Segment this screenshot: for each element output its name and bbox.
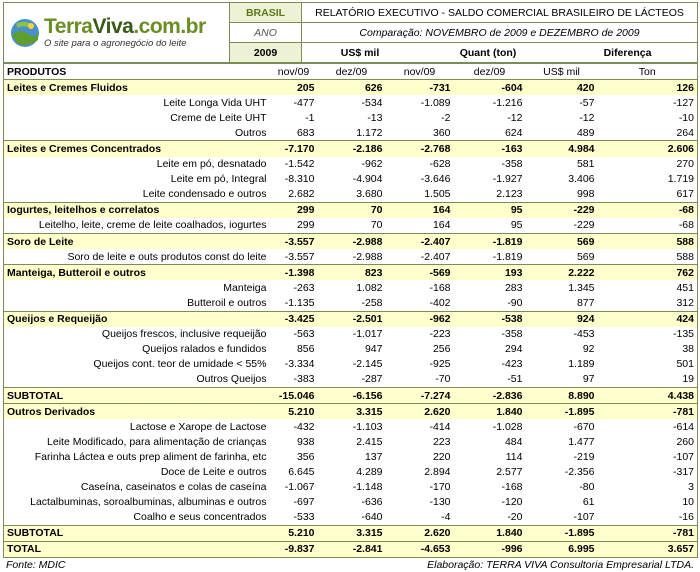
cell-value: -223 (429, 328, 451, 341)
row-label: Leites e Cremes Concentrados (4, 141, 270, 157)
table-row (4, 110, 698, 125)
table-row (4, 157, 698, 172)
cell-value: -3.334 (284, 358, 315, 371)
cell-value: -287 (361, 373, 383, 386)
cell-value: 3 (688, 481, 694, 494)
cell-value: -107 (672, 450, 694, 463)
cell-value: -1.398 (270, 265, 318, 281)
cell-value: 1.082 (356, 281, 383, 294)
cell-value: 137 (364, 450, 383, 463)
cell-value: -962 (361, 158, 383, 171)
group-usd: US$ mil (340, 46, 380, 59)
row-label: Outros Queijos (196, 373, 267, 386)
cell-value: -1.927 (492, 173, 523, 186)
cell-value: -383 (293, 373, 315, 386)
cell-value: 420 (526, 80, 598, 96)
cell-value: 294 (504, 343, 523, 356)
cell-value: 10 (682, 496, 694, 509)
row-label: TOTAL (4, 541, 270, 557)
cell-value: -423 (501, 358, 523, 371)
cell-value: 70 (370, 219, 383, 232)
row-label: Farinha Láctea e outs prep aliment de farinha, etc (34, 450, 267, 463)
table-row (4, 357, 698, 372)
cell-value: -2.768 (386, 141, 454, 157)
row-label: Lactalbuminas, soroalbuminas, albuminas e outros (30, 496, 267, 509)
table-row (4, 342, 698, 357)
table-row (4, 510, 698, 526)
cell-value: 484 (504, 435, 523, 448)
column-header-produtos: PRODUTOS (4, 64, 270, 80)
cell-value: -614 (672, 420, 694, 433)
row-label: Manteiga (223, 281, 267, 294)
cell-value: 1.345 (568, 281, 595, 294)
cell-value: -4 (441, 511, 451, 524)
cell-value: 924 (526, 311, 598, 327)
cell-value: -432 (293, 420, 315, 433)
table-row (4, 187, 698, 203)
cell-value: 3.315 (318, 404, 386, 420)
data-table (3, 63, 698, 558)
cell-value: -15.046 (270, 387, 318, 403)
cell-value: 3.406 (568, 173, 595, 186)
footer (3, 558, 697, 572)
cell-value: -7.274 (386, 387, 454, 403)
table-row (4, 480, 698, 495)
cell-value: 2.620 (386, 404, 454, 420)
cell-value: 1.505 (424, 188, 451, 201)
cell-value: -697 (293, 496, 315, 509)
cell-value: 8.890 (526, 387, 598, 403)
cell-value: -604 (454, 80, 526, 96)
cell-value: 70 (318, 202, 386, 218)
row-label: Queijos e Requeijão (4, 311, 270, 327)
cell-value: -453 (573, 328, 595, 341)
cell-value: 356 (296, 450, 315, 463)
cell-value: -51 (507, 373, 523, 386)
cell-value: -1.216 (492, 96, 523, 109)
cell-value: -1.103 (352, 420, 383, 433)
cell-value: 205 (270, 80, 318, 96)
cell-value: -962 (386, 311, 454, 327)
cell-value: 360 (432, 126, 451, 139)
cell-value: -90 (507, 296, 523, 309)
cell-value: 114 (505, 450, 523, 463)
cell-value: -263 (293, 281, 315, 294)
table-row (4, 249, 698, 265)
row-label: Leites e Cremes Fluidos (4, 80, 270, 96)
cell-value: -229 (573, 219, 595, 232)
cell-value: 126 (598, 80, 698, 96)
cell-value: 61 (582, 496, 595, 509)
cell-value: 283 (504, 281, 523, 294)
year-label: ANO (230, 23, 302, 43)
cell-value: -1.135 (284, 296, 315, 309)
row-label: Coalho e seus concentrados (133, 511, 267, 524)
cell-value: 193 (454, 265, 526, 281)
cell-value: -2.186 (318, 141, 386, 157)
cell-value: -1 (305, 111, 315, 124)
cell-value: -130 (429, 496, 451, 509)
cell-value: -168 (501, 481, 523, 494)
cell-value: 223 (432, 435, 451, 448)
cell-value: 19 (682, 373, 694, 386)
cell-value: -170 (429, 481, 451, 494)
category-row (4, 141, 698, 157)
cell-value: 1.840 (454, 525, 526, 541)
column-header: dez/09 (454, 64, 526, 80)
group-quant: Quant (ton) (459, 46, 517, 59)
cell-value: -640 (361, 511, 383, 524)
cell-value: -7.170 (270, 141, 318, 157)
cell-value: -533 (293, 511, 315, 524)
column-header: US$ mil (526, 64, 598, 80)
row-label: Leite condensado e outros (142, 188, 267, 201)
cell-value: 95 (510, 219, 523, 232)
row-label: Caseína, caseinatos e colas de caseína (80, 481, 267, 494)
table-row (4, 327, 698, 342)
row-label: Butteroil e outros (187, 296, 267, 309)
report-header (3, 2, 698, 63)
cell-value: -107 (573, 511, 595, 524)
cell-value: 424 (598, 311, 698, 327)
cell-value: -70 (435, 373, 451, 386)
cell-value: 92 (582, 343, 595, 356)
subtotal-row (4, 387, 698, 403)
footer-credit: Elaboração: TERRA VIVA Consultoria Empresarial LTDA. (427, 559, 694, 571)
cell-value: 2.577 (496, 465, 523, 478)
row-label: Soro de Leite (4, 234, 270, 250)
table-row (4, 434, 698, 449)
cell-value: 1.189 (568, 358, 595, 371)
cell-value: 2.682 (288, 188, 315, 201)
cell-value: 588 (598, 234, 698, 250)
cell-value: -127 (672, 96, 694, 109)
cell-value: -4.653 (386, 541, 454, 557)
cell-value: 823 (318, 265, 386, 281)
cell-value: -996 (454, 541, 526, 557)
cell-value: -538 (454, 311, 526, 327)
category-row (4, 202, 698, 218)
column-header: nov/09 (270, 64, 318, 80)
year-value: 2009 (230, 43, 302, 63)
comparison-text: Comparação: NOVEMBRO de 2009 e DEZEMBRO de 2009 (302, 23, 698, 43)
cell-value: -10 (678, 111, 694, 124)
logo-name-c: .com.br (133, 15, 206, 38)
cell-value: -2.356 (564, 465, 595, 478)
cell-value: 260 (676, 435, 694, 448)
column-header-row (4, 64, 698, 80)
logo (4, 3, 230, 63)
row-label: SUBTOTAL (4, 525, 270, 541)
row-label: Leite em pó, Integral (170, 173, 267, 186)
cell-value: -16 (678, 511, 694, 524)
row-label: Queijos frescos, inclusive requeijão (101, 328, 267, 341)
table-row (4, 125, 698, 141)
table-row (4, 95, 698, 110)
cell-value: -258 (361, 296, 383, 309)
cell-value: -358 (501, 158, 523, 171)
cell-value: -3.646 (420, 173, 451, 186)
cell-value: -3.425 (270, 311, 318, 327)
cell-value: -402 (429, 296, 451, 309)
table-row (4, 218, 698, 234)
cell-value: 3.315 (318, 525, 386, 541)
table-row (4, 280, 698, 295)
cell-value: -731 (386, 80, 454, 96)
cell-value: -2.988 (318, 234, 386, 250)
cell-value: -628 (429, 158, 451, 171)
cell-value: -3.557 (284, 250, 315, 263)
column-header: Ton (598, 64, 698, 80)
cell-value: 3.657 (598, 541, 698, 557)
table-row (4, 495, 698, 510)
category-row (4, 404, 698, 420)
cell-value: 877 (576, 296, 595, 309)
cell-value: -1.089 (420, 96, 451, 109)
row-label: Queijos cont. teor de umidade < 55% (93, 358, 267, 371)
cell-value: 95 (454, 202, 526, 218)
cell-value: -1.017 (352, 328, 383, 341)
row-label: Leite em pó, desnatado (156, 158, 267, 171)
cell-value: -8.310 (284, 173, 315, 186)
table-row (4, 419, 698, 434)
cell-value: -1.067 (284, 481, 315, 494)
report-title: RELATÓRIO EXECUTIVO - SALDO COMERCIAL BRASILEIRO DE LÁCTEOS (302, 3, 698, 23)
cell-value: 38 (682, 343, 694, 356)
cell-value: -229 (526, 202, 598, 218)
logo-name-b: Viva (92, 15, 134, 38)
cell-value: 6.645 (288, 465, 315, 478)
cell-value: -13 (367, 111, 383, 124)
cell-value: -2 (441, 111, 451, 124)
cell-value: -358 (501, 328, 523, 341)
cell-value: 938 (296, 435, 315, 448)
cell-value: -1.895 (526, 525, 598, 541)
cell-value: -2.407 (420, 250, 451, 263)
cell-value: -3.557 (270, 234, 318, 250)
cell-value: 5.210 (270, 525, 318, 541)
cell-value: 947 (364, 343, 383, 356)
cell-value: -636 (361, 496, 383, 509)
logo-tagline: O site para o agronegócio do leite (44, 38, 187, 49)
cell-value: -120 (501, 496, 523, 509)
cell-value: 617 (676, 188, 694, 201)
cell-value: 97 (582, 373, 595, 386)
cell-value: -2.841 (318, 541, 386, 557)
cell-value: -1.819 (492, 250, 523, 263)
cell-value: 1.719 (667, 173, 694, 186)
cell-value: 5.210 (270, 404, 318, 420)
cell-value: 299 (296, 219, 315, 232)
cell-value: 2.123 (496, 188, 523, 201)
cell-value: 588 (676, 250, 694, 263)
row-label: Soro de leite e outs produtos const do leite (67, 250, 267, 263)
cell-value: 683 (296, 126, 315, 139)
table-row (4, 372, 698, 388)
cell-value: 2.222 (526, 265, 598, 281)
cell-value: -1.819 (454, 234, 526, 250)
cell-value: -781 (598, 525, 698, 541)
table-row (4, 295, 698, 311)
cell-value: -477 (293, 96, 315, 109)
table-row (4, 464, 698, 479)
cell-value: 220 (432, 450, 451, 463)
cell-value: 856 (296, 343, 315, 356)
cell-value: 569 (576, 250, 595, 263)
total-row (4, 541, 698, 557)
subtotal-row (4, 525, 698, 541)
table-row (4, 172, 698, 187)
cell-value: 489 (576, 126, 595, 139)
cell-value: 581 (576, 158, 595, 171)
cell-value: -1.542 (284, 158, 315, 171)
row-label: Outros (234, 126, 267, 139)
cell-value: -925 (429, 358, 451, 371)
cell-value: -414 (429, 420, 451, 433)
cell-value: 1.477 (568, 435, 595, 448)
category-row (4, 311, 698, 327)
cell-value: -12 (579, 111, 595, 124)
row-label: Leitelho, leite, creme de leite coalhados, iogurtes (38, 219, 267, 232)
row-label: Queijos ralados e fundidos (142, 343, 267, 356)
cell-value: 998 (576, 188, 595, 201)
cell-value: -4.904 (352, 173, 383, 186)
cell-value: -57 (579, 96, 595, 109)
table-row (4, 449, 698, 464)
cell-value: -569 (386, 265, 454, 281)
row-label: Iogurtes, leitelhos e correlatos (4, 202, 270, 218)
cell-value: -2.988 (352, 250, 383, 263)
cell-value: -317 (672, 465, 694, 478)
cell-value: -9.837 (270, 541, 318, 557)
row-label: SUBTOTAL (4, 387, 270, 403)
cell-value: -2.145 (352, 358, 383, 371)
column-header: dez/09 (318, 64, 386, 80)
cell-value: 626 (318, 80, 386, 96)
cell-value: 2.620 (386, 525, 454, 541)
category-row (4, 80, 698, 96)
cell-value: 501 (676, 358, 694, 371)
logo-name-a: Terra (44, 15, 93, 38)
cell-value: -68 (678, 219, 694, 232)
cell-value: 1.840 (454, 404, 526, 420)
cell-value: 312 (676, 296, 694, 309)
cell-value: -781 (598, 404, 698, 420)
row-label: Lactose e Xarope de Lactose (129, 420, 267, 433)
cell-value: 164 (386, 202, 454, 218)
row-label: Leite Modificado, para alimentação de crianças (47, 435, 267, 448)
cell-value: -563 (293, 328, 315, 341)
cell-value: 299 (270, 202, 318, 218)
row-label: Doce de Leite e outros (160, 465, 267, 478)
row-label: Manteiga, Butteroil e outros (4, 265, 270, 281)
cell-value: 451 (676, 281, 694, 294)
cell-value: -135 (672, 328, 694, 341)
cell-value: -1.895 (526, 404, 598, 420)
cell-value: 2.606 (598, 141, 698, 157)
cell-value: -670 (573, 420, 595, 433)
cell-value: -1.148 (352, 481, 383, 494)
cell-value: -80 (579, 481, 595, 494)
globe-icon (10, 18, 40, 48)
cell-value: -163 (454, 141, 526, 157)
cell-value: 624 (504, 126, 523, 139)
cell-value: -12 (507, 111, 523, 124)
group-diff: Diferença (603, 46, 652, 59)
cell-value: -534 (361, 96, 383, 109)
cell-value: -2.407 (386, 234, 454, 250)
cell-value: 6.995 (526, 541, 598, 557)
cell-value: -20 (507, 511, 523, 524)
cell-value: 4.984 (526, 141, 598, 157)
cell-value: -219 (573, 450, 595, 463)
cell-value: 256 (432, 343, 451, 356)
cell-value: 164 (432, 219, 451, 232)
report (3, 2, 697, 572)
category-row (4, 234, 698, 250)
cell-value: 4.289 (356, 465, 383, 478)
column-header: nov/09 (386, 64, 454, 80)
row-label: Outros Derivados (4, 404, 270, 420)
cell-value: 3.680 (356, 188, 383, 201)
cell-value: -1.028 (492, 420, 523, 433)
footer-source: Fonte: MDIC (6, 559, 66, 571)
cell-value: 762 (598, 265, 698, 281)
cell-value: 2.415 (356, 435, 383, 448)
cell-value: 2.894 (424, 465, 451, 478)
category-row (4, 265, 698, 281)
cell-value: -168 (429, 281, 451, 294)
row-label: Creme de Leite UHT (170, 111, 267, 124)
cell-value: -2.501 (318, 311, 386, 327)
cell-value: -2.836 (454, 387, 526, 403)
region-label: BRASIL (230, 3, 302, 23)
cell-value: -68 (598, 202, 698, 218)
cell-value: 4.438 (598, 387, 698, 403)
cell-value: 569 (526, 234, 598, 250)
cell-value: 1.172 (356, 126, 383, 139)
cell-value: 264 (676, 126, 694, 139)
row-label: Leite Longa Vida UHT (163, 96, 267, 109)
cell-value: 270 (676, 158, 694, 171)
cell-value: -6.156 (318, 387, 386, 403)
